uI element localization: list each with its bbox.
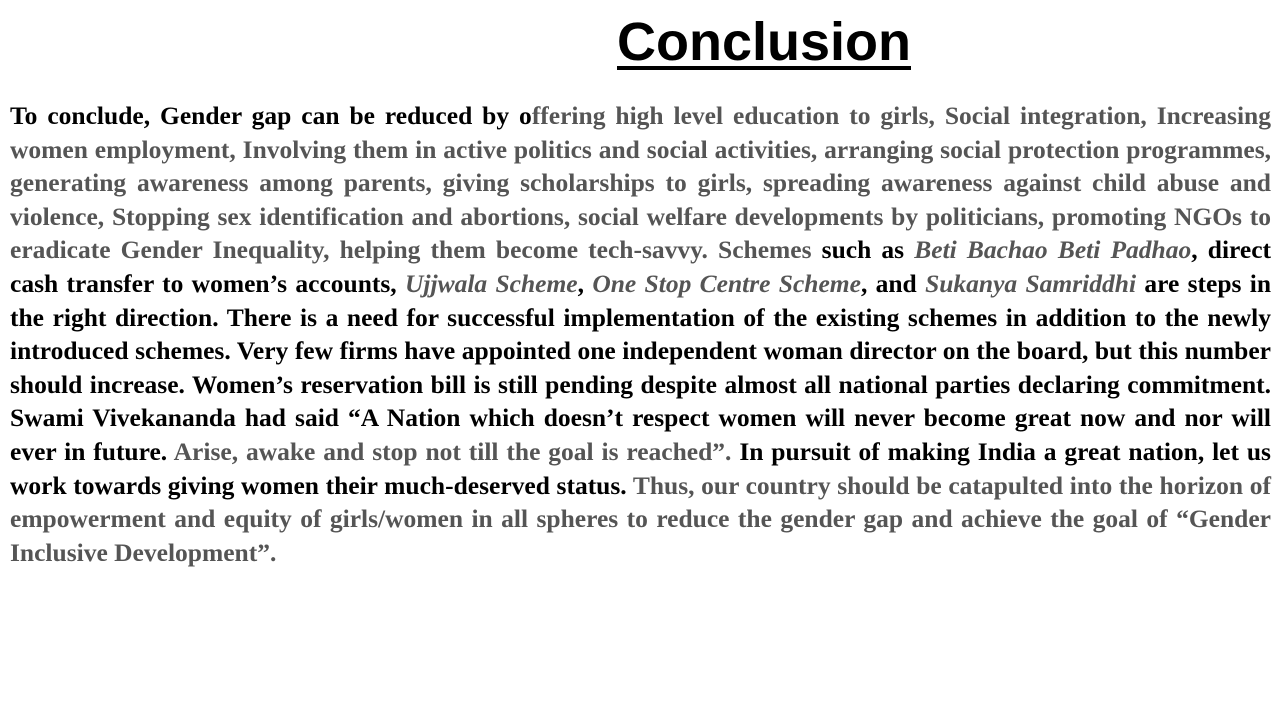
text-segment: , and (860, 268, 926, 298)
text-segment: such as (821, 235, 915, 265)
text-segment: In pursuit of making India a great nation, let us work towards giving women their much-deserved status. (10, 436, 1271, 500)
quote-segment: Swami Vivekananda had said “A Nation which doesn’t respect women will never become great now and nor will ever in future. (10, 403, 1271, 466)
slide-title (0, 10, 1280, 74)
quote-segment: Arise, awake and stop not till the goal is reached”. (173, 436, 740, 466)
text-segment: , direct cash transfer to women’s accounts, (10, 235, 1272, 298)
scheme-name: Beti Bachao Beti Padhao (914, 235, 1192, 265)
text-segment: ffering high level education to girls, Social integration, Increasing women employment, Involving them in active politics and social activities, arranging social protection programmes, generating awareness among parents, giving scholarships to girls, spreading awareness against child abuse and violence, Stopping sex identification and abortions, social welfare developments by politicians, promoting NGOs to eradicate Gender Inequality, helping them become tech-savvy. Schemes (10, 101, 1271, 265)
conclusion-paragraph (10, 99, 1271, 569)
text-segment: are steps in the right direction. There is a need for successful implementation of the existing schemes in addition to the newly introduced schemes. Very few firms have appointed one independent woman director on the board, but this number should increase. Women’s reservation bill is still pending despite almost all national parties declaring commitment. (10, 268, 1271, 399)
text-segment: , (577, 268, 593, 298)
scheme-name: Ujjwala Scheme (404, 268, 578, 298)
text-segment: Thus, our country should be catapulted into the horizon of empowerment and equity of girls/women in all spheres to reduce the gender gap and achieve the goal of “Gender Inclusive Development”. (10, 470, 1271, 567)
slide-title-text: Conclusion (617, 12, 911, 72)
text-segment: To conclude, Gender gap can be reduced by o (10, 101, 532, 130)
scheme-name: One Stop Centre Scheme (592, 268, 861, 298)
scheme-name: Sukanya Samriddhi (925, 268, 1137, 298)
